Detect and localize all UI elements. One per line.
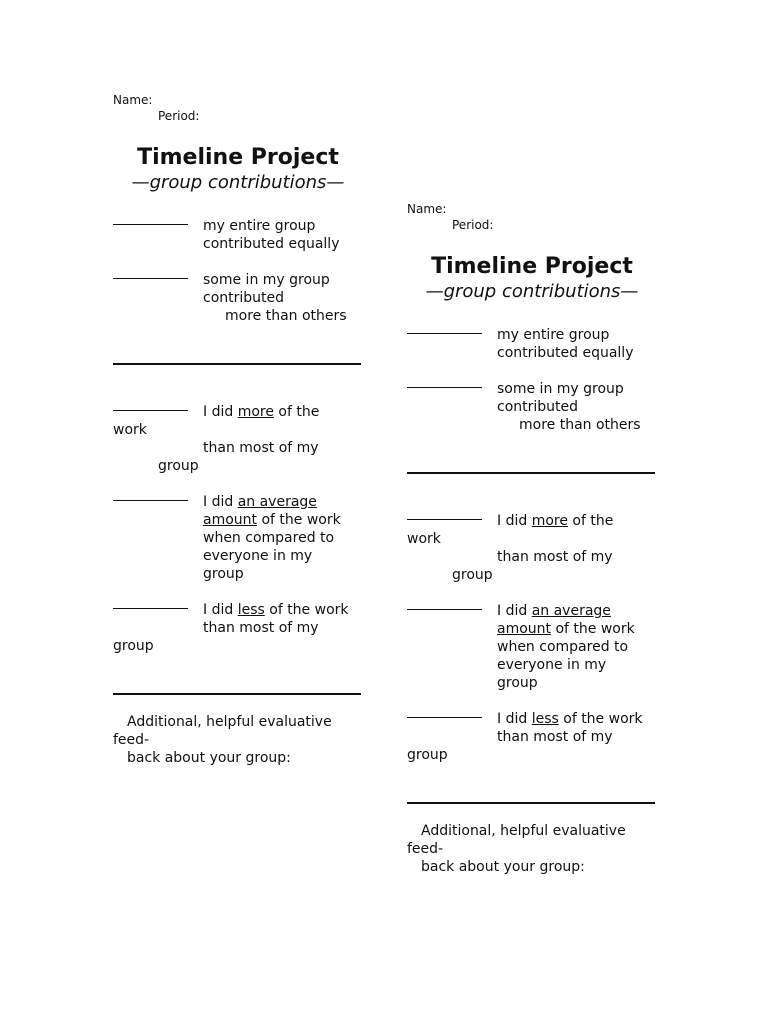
answer-blank[interactable] [113,278,188,279]
form-title: Timeline Project [137,145,339,170]
period-label: Period: [158,109,200,123]
option-some-in-group: some in my group contributed more than others [113,271,365,325]
section-divider [113,693,361,695]
option-did-less: I did less of the work than most of my group [113,602,349,654]
option-did-less: I did less of the work than most of my group [407,711,643,763]
answer-blank[interactable] [113,608,188,609]
answer-blank[interactable] [407,387,482,388]
feedback-prompt: Additional, helpful evaluative feed- back about your group: [407,823,626,875]
contribution-form-right [407,201,659,876]
name-label: Name: [407,202,447,216]
option-did-more: I did more of the work than most of my group [407,513,614,583]
answer-blank[interactable] [113,500,188,501]
option-entire-group: my entire group contributed equally [113,217,365,253]
section-divider [407,472,655,474]
answer-blank[interactable] [407,519,482,520]
form-subtitle: —group contributions— [425,281,639,302]
form-title: Timeline Project [431,254,633,279]
answer-blank[interactable] [113,224,188,225]
name-label: Name: [113,93,153,107]
answer-blank[interactable] [407,717,482,718]
period-label: Period: [452,218,494,232]
form-subtitle: —group contributions— [131,172,345,193]
answer-blank[interactable] [113,410,188,411]
option-did-average: I did an average amount of the work when compared to everyone in my group [407,602,659,692]
section-divider [113,363,361,365]
option-did-average: I did an average amount of the work when compared to everyone in my group [113,493,365,583]
section-divider [407,802,655,804]
feedback-prompt: Additional, helpful evaluative feed- back about your group: [113,714,332,766]
contribution-form-left [113,92,365,767]
option-entire-group: my entire group contributed equally [407,326,659,362]
answer-blank[interactable] [407,333,482,334]
option-did-more: I did more of the work than most of my group [113,404,320,474]
answer-blank[interactable] [407,609,482,610]
option-some-in-group: some in my group contributed more than others [407,380,659,434]
